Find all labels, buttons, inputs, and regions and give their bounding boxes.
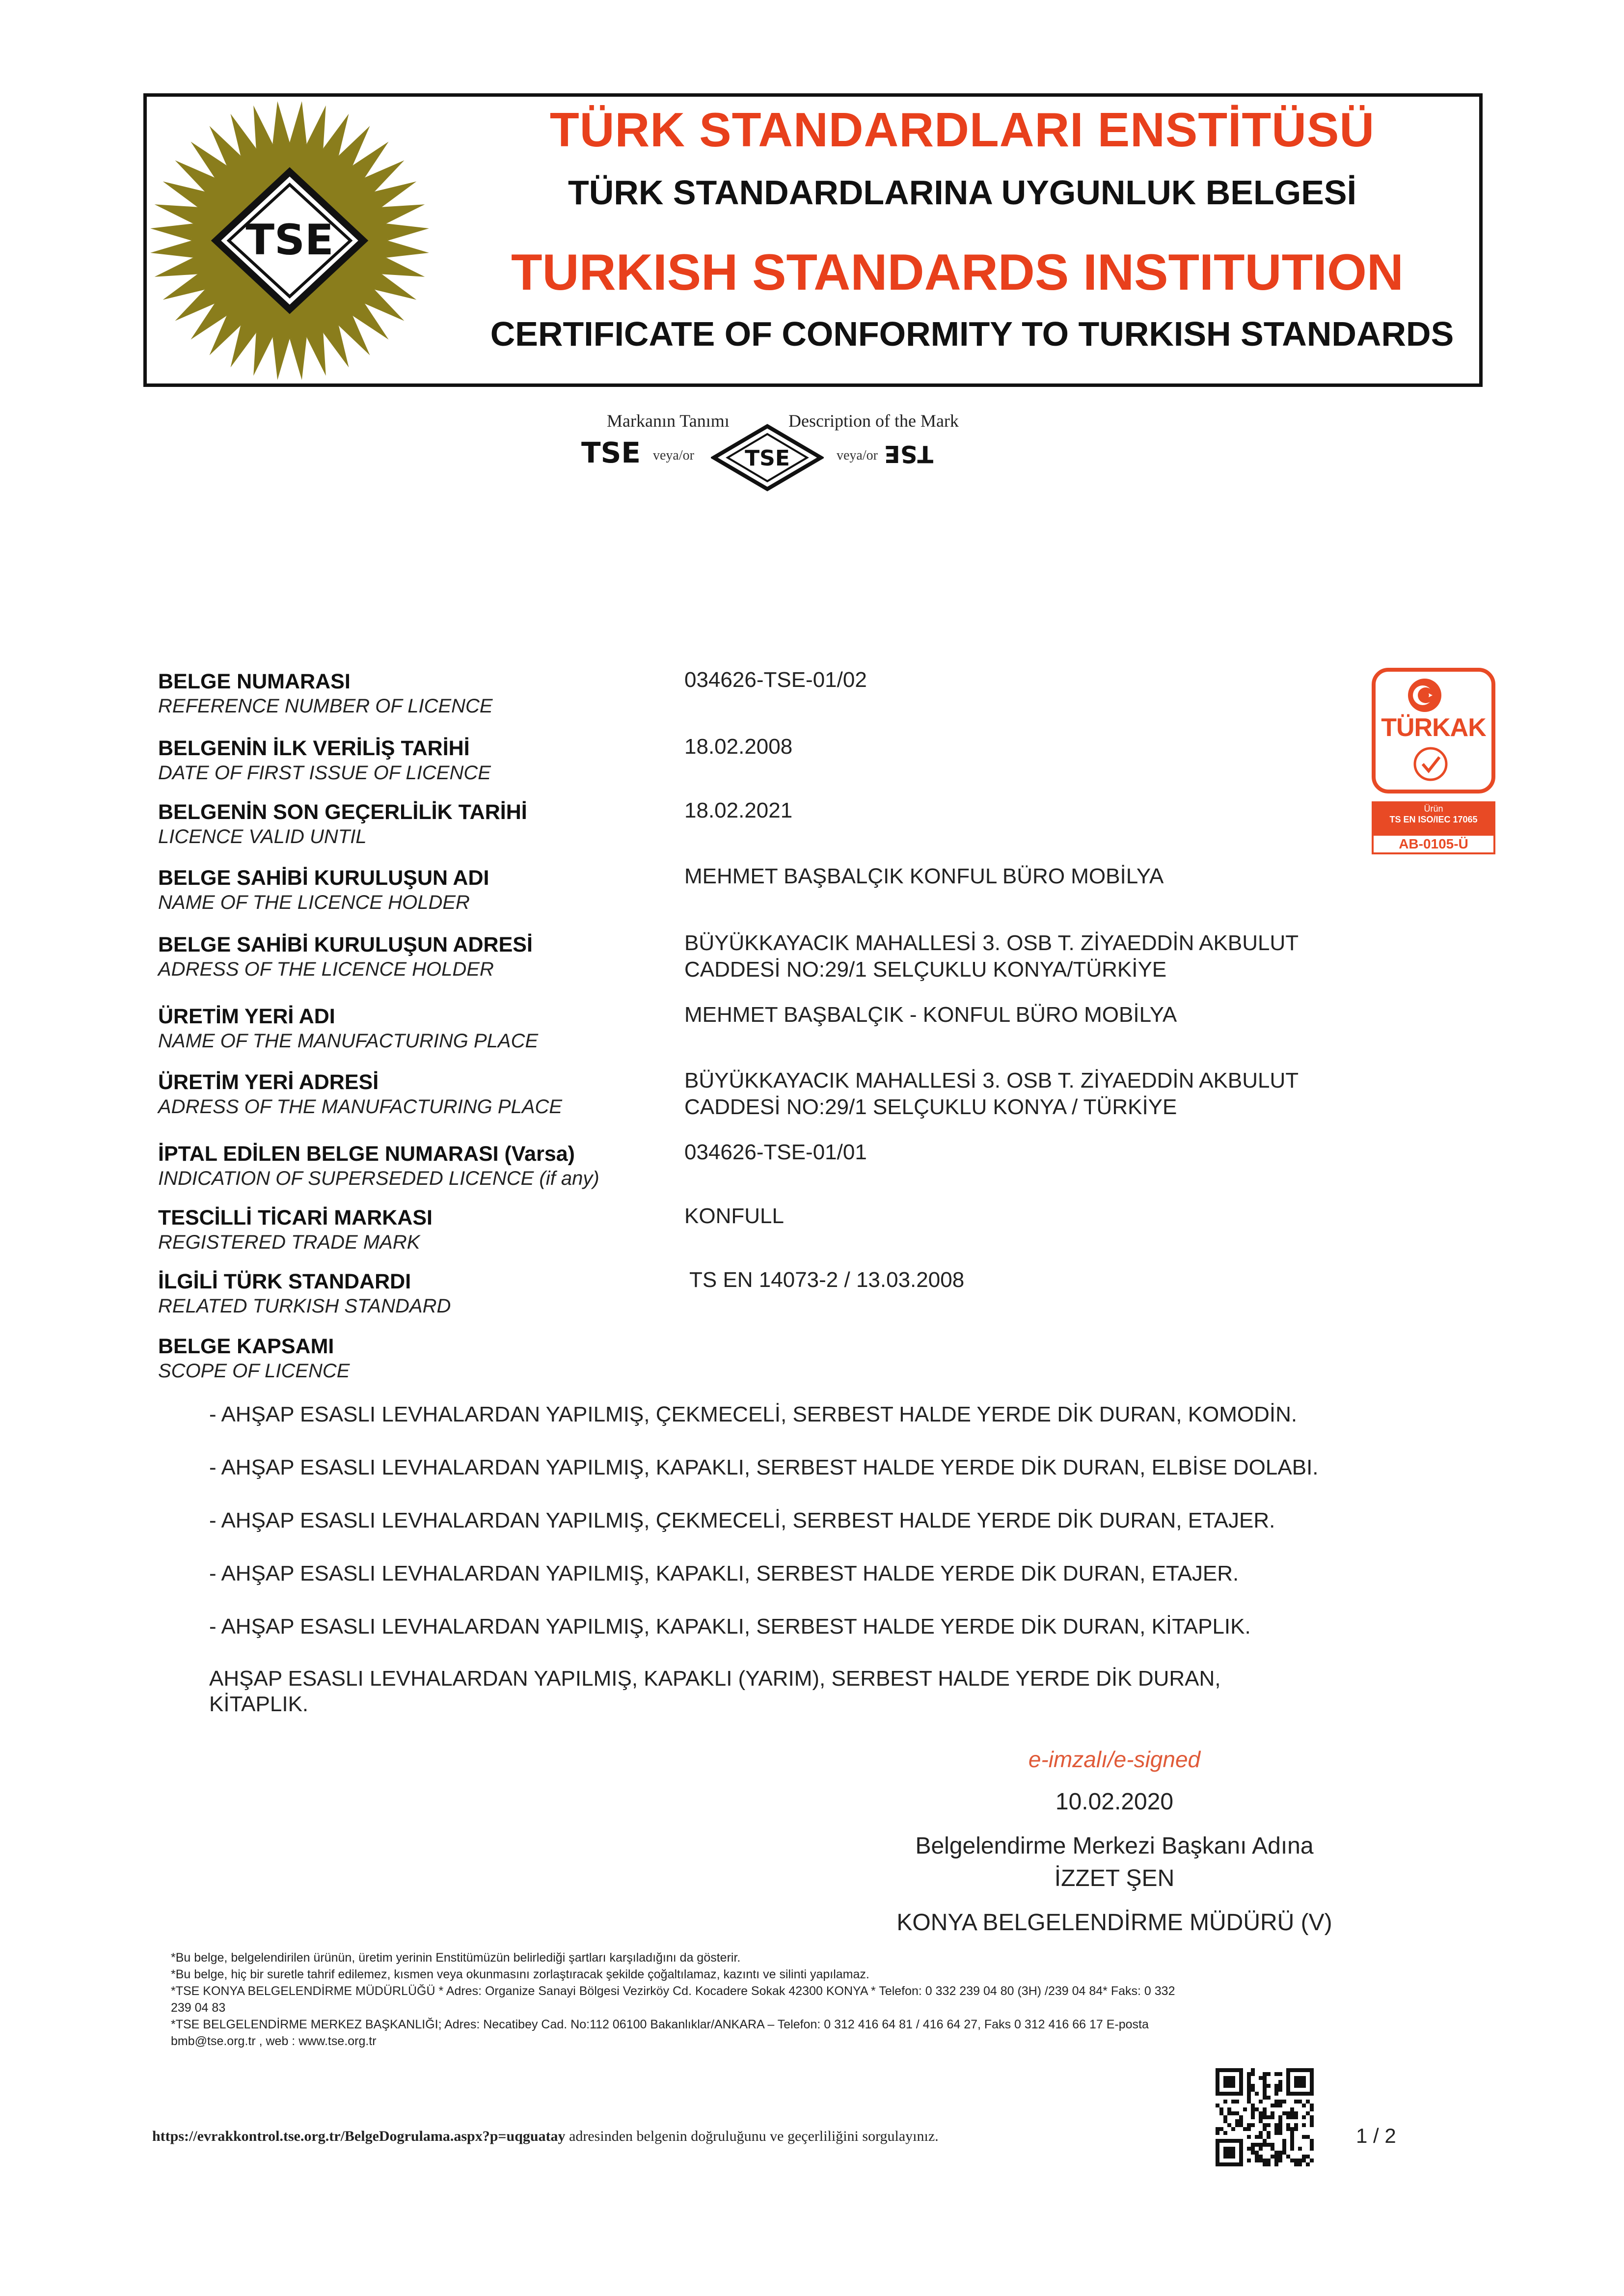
field-label: İLGİLİ TÜRK STANDARDI <box>158 1270 411 1293</box>
footnote-line: *Bu belge, hiç bir suretle tahrif edilemez, kısmen veya okunmasını zorlaştıracak şekilde çoğaltılamaz, kazıntı ve silinti yapılamaz. <box>171 1968 869 1981</box>
mark-or-label: veya/or <box>837 448 878 463</box>
footnote-line: 239 04 83 <box>171 2001 226 2015</box>
mark-label-en: Description of the Mark <box>788 411 959 431</box>
signature-date: 10.02.2020 <box>1055 1789 1174 1815</box>
scope-item: - AHŞAP ESASLI LEVHALARDAN YAPILMIŞ, ÇEKMECELİ, SERBEST HALDE YERDE DİK DURAN, ETAJER. <box>209 1508 1275 1532</box>
turkak-band-line2: TS EN ISO/IEC 17065 <box>1389 815 1478 824</box>
footnote-line: *TSE KONYA BELGELENDİRME MÜDÜRLÜĞÜ * Adres: Organize Sanayi Bölgesi Vezirköy Cd. Kocadere Sokak 42300 KONYA * Telefon: 0 332 239 04 80 (3H) /239 04 84* Faks: 0 332 <box>171 1984 1175 1998</box>
field-label: BELGE SAHİBİ KURULUŞUN ADRESİ <box>158 933 533 957</box>
field-sublabel: INDICATION OF SUPERSEDED LICENCE (if any) <box>158 1168 599 1189</box>
institute-title-en: TURKISH STANDARDS INSTITUTION <box>511 244 1404 301</box>
verification-text: adresinden belgenin doğruluğunu ve geçerliliğini sorgulayınız. <box>565 2128 939 2144</box>
turkak-band-line1: Ürün <box>1424 804 1443 814</box>
field-sublabel: NAME OF THE LICENCE HOLDER <box>158 892 470 913</box>
check-circle-icon <box>1412 745 1449 783</box>
field-value: 18.02.2008 <box>684 735 793 759</box>
signer-title: KONYA BELGELENDİRME MÜDÜRÜ (V) <box>896 1910 1332 1936</box>
field-value: BÜYÜKKAYACIK MAHALLESİ 3. OSB T. ZİYAEDDİN AKBULUT <box>684 931 1299 955</box>
field-sublabel: LICENCE VALID UNTIL <box>158 826 367 847</box>
svg-text:TSE: TSE <box>745 446 790 471</box>
institute-title-tr: TÜRK STANDARDLARI ENSTİTÜSÜ <box>549 103 1375 157</box>
field-label: BELGENİN SON GEÇERLİLİK TARİHİ <box>158 800 527 824</box>
tse-diamond-mark <box>711 423 824 492</box>
field-value: MEHMET BAŞBALÇIK - KONFUL BÜRO MOBİLYA <box>684 1003 1177 1027</box>
qr-code <box>1216 2068 1314 2166</box>
verification-url[interactable]: https://evrakkontrol.tse.org.tr/BelgeDogrulama.aspx?p=uqguatay <box>152 2128 566 2144</box>
e-signed-label: e-imzalı/e-signed <box>1028 1747 1201 1772</box>
field-sublabel: REFERENCE NUMBER OF LICENCE <box>158 695 493 717</box>
mark-tse-text: TSE <box>581 436 641 469</box>
scope-item: - AHŞAP ESASLI LEVHALARDAN YAPILMIŞ, KAPAKLI, SERBEST HALDE YERDE DİK DURAN, ELBİSE DOLABI. <box>209 1455 1319 1479</box>
field-sublabel: ADRESS OF THE MANUFACTURING PLACE <box>158 1096 563 1118</box>
tse-rotated-mark <box>882 439 936 468</box>
scope-item: - AHŞAP ESASLI LEVHALARDAN YAPILMIŞ, KAPAKLI, SERBEST HALDE YERDE DİK DURAN, KİTAPLIK. <box>209 1614 1251 1639</box>
page-number: 1 / 2 <box>1356 2124 1396 2147</box>
field-label: TESCİLLİ TİCARİ MARKASI <box>158 1206 433 1230</box>
svg-text:TSE: TSE <box>884 440 934 467</box>
field-sublabel: RELATED TURKISH STANDARD <box>158 1295 451 1317</box>
field-value: 034626-TSE-01/01 <box>684 1140 867 1164</box>
scope-item: - AHŞAP ESASLI LEVHALARDAN YAPILMIŞ, ÇEKMECELİ, SERBEST HALDE YERDE DİK DURAN, KOMODİN. <box>209 1402 1298 1426</box>
certificate-title-en: CERTIFICATE OF CONFORMITY TO TURKISH STANDARDS <box>490 315 1454 353</box>
field-label: BELGE KAPSAMI <box>158 1335 334 1358</box>
crescent-star-icon <box>1407 678 1442 713</box>
scope-item: - AHŞAP ESASLI LEVHALARDAN YAPILMIŞ, KAPAKLI, SERBEST HALDE YERDE DİK DURAN, ETAJER. <box>209 1561 1239 1585</box>
mark-label-tr: Markanın Tanımı <box>607 411 730 431</box>
scope-item: KİTAPLIK. <box>209 1692 309 1716</box>
svg-text:TSE: TSE <box>245 216 334 265</box>
footnote-line: *TSE BELGELENDİRME MERKEZ BAŞKANLIĞI; Adres: Necatibey Cad. No:112 06100 Bakanlıklar/ANKARA – Telefon: 0 312 416 64 81 / 416 64 27, Faks 0 312 416 66 17 E-posta <box>171 2018 1149 2031</box>
field-label: BELGE NUMARASI <box>158 670 351 693</box>
field-value: BÜYÜKKAYACIK MAHALLESİ 3. OSB T. ZİYAEDDİN AKBULUT <box>684 1068 1299 1093</box>
certificate-title-tr: TÜRK STANDARDLARINA UYGUNLUK BELGESİ <box>568 173 1357 212</box>
turkak-name: TÜRKAK <box>1381 713 1486 742</box>
mark-or-label: veya/or <box>653 448 694 463</box>
field-sublabel: DATE OF FIRST ISSUE OF LICENCE <box>158 762 491 784</box>
footnote-line: bmb@tse.org.tr , web : www.tse.org.tr <box>171 2034 377 2048</box>
field-label: İPTAL EDİLEN BELGE NUMARASI (Varsa) <box>158 1142 575 1166</box>
signer-role: Belgelendirme Merkezi Başkanı Adına <box>915 1833 1314 1859</box>
field-sublabel: REGISTERED TRADE MARK <box>158 1231 420 1253</box>
field-value: TS EN 14073-2 / 13.03.2008 <box>689 1268 965 1292</box>
field-value: 034626-TSE-01/02 <box>684 668 867 692</box>
field-value: MEHMET BAŞBALÇIK KONFUL BÜRO MOBİLYA <box>684 864 1164 888</box>
field-sublabel: NAME OF THE MANUFACTURING PLACE <box>158 1030 539 1052</box>
field-label: BELGE SAHİBİ KURULUŞUN ADI <box>158 866 489 890</box>
field-value: CADDESİ NO:29/1 SELÇUKLU KONYA / TÜRKİYE <box>684 1095 1177 1119</box>
field-label: BELGENİN İLK VERİLİŞ TARİHİ <box>158 737 470 760</box>
field-sublabel: SCOPE OF LICENCE <box>158 1360 350 1382</box>
scope-item: AHŞAP ESASLI LEVHALARDAN YAPILMIŞ, KAPAKLI (YARIM), SERBEST HALDE YERDE DİK DURAN, <box>209 1667 1221 1691</box>
turkak-standard-band <box>1372 801 1495 834</box>
verification-line <box>152 2128 939 2145</box>
tse-seal-logo <box>147 98 432 383</box>
field-label: ÜRETİM YERİ ADRESİ <box>158 1070 379 1094</box>
footnote-line: *Bu belge, belgelendirilen ürünün, üretim yerinin Enstitümüzün belirlediği şartları karşıladığını da gösterir. <box>171 1951 741 1965</box>
field-value: 18.02.2021 <box>684 798 793 822</box>
field-sublabel: ADRESS OF THE LICENCE HOLDER <box>158 958 494 980</box>
turkak-accreditation-code: AB-0105-Ü <box>1372 834 1495 854</box>
field-value: KONFULL <box>684 1204 784 1228</box>
signer-name: İZZET ŞEN <box>1054 1865 1175 1891</box>
field-label: ÜRETİM YERİ ADI <box>158 1005 335 1028</box>
field-value: CADDESİ NO:29/1 SELÇUKLU KONYA/TÜRKİYE <box>684 957 1167 982</box>
